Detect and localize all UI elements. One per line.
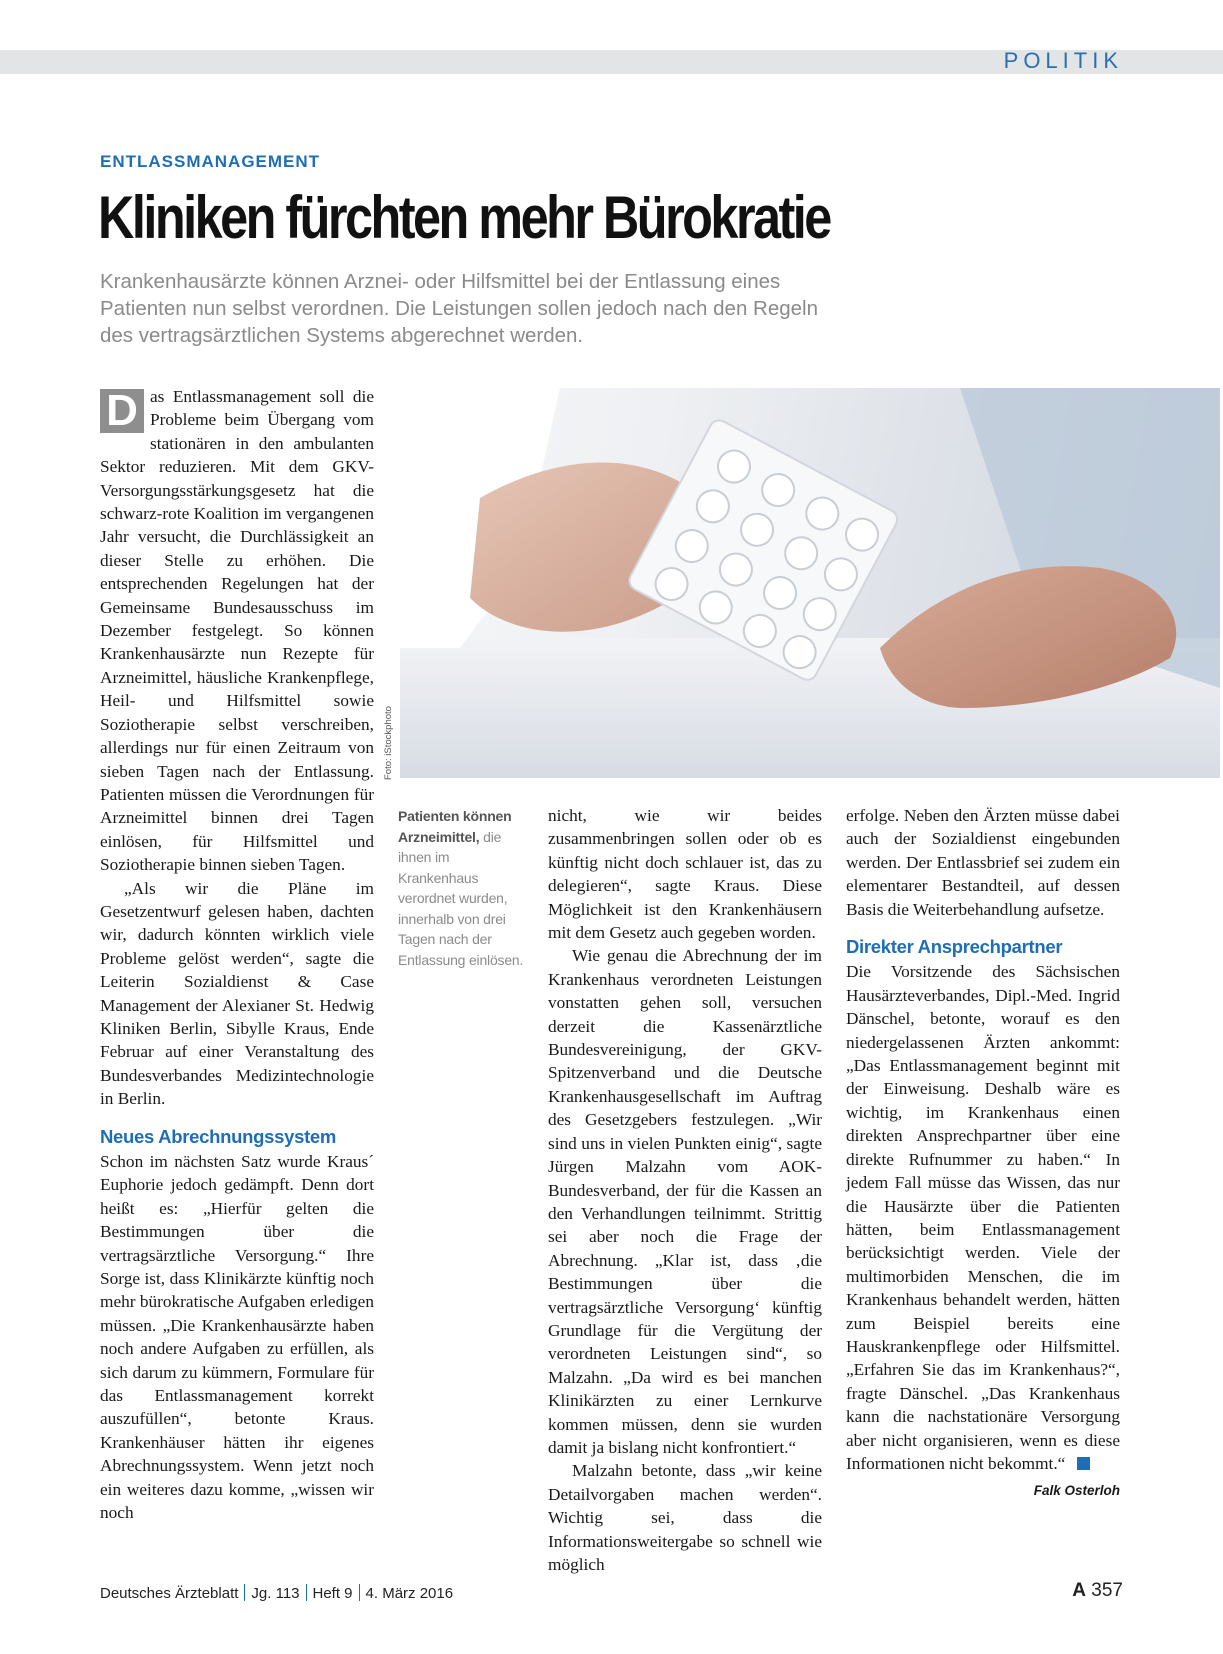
lead-line: Patienten nun selbst verordnen. Die Leistungen sollen jedoch nach den Regeln: [100, 297, 819, 320]
drop-cap: D: [100, 389, 144, 433]
paragraph: Schon im nächsten Satz wurde Kraus´ Euphorie jedoch gedämpft. Denn dort heißt es: „Hierfür gelten die Bestimmungen über die vertragsärztliche Versorgung.“ Ihre Sorge ist, dass Klinikärzte künftig noch mehr bürokratische Aufgaben erledigen müssen. „Die Krankenhausärzte haben noch andere Aufgaben zu erfüllen, als sich darum zu kümmern, Formulare für das Entlassmanagement korrekt auszufüllen“, betonte Kraus. Krankenhäuser hätten ihr eigenes Abrechnungssystem. Wenn jetzt noch ein weiteres dazu komme, „wissen wir noch: [100, 1152, 374, 1523]
issue-date: 4. März 2016: [365, 1585, 454, 1602]
article-photo: [400, 388, 1220, 778]
photo-illustration: [400, 388, 1220, 778]
volume: Jg. 113: [251, 1585, 300, 1602]
author: Falk Osterloh: [1033, 1483, 1120, 1499]
divider: [306, 1584, 307, 1601]
paragraph: Wie genau die Abrechnung der im Krankenhaus verordneten Leistungen vonstatten gehen soll, versuchen derzeit die Kassenärztliche Bundesvereinigung, der GKV-Spitzenverband und die Deutsche Krankenhausgesellschaft im Auftrag des Gesetzgebers festzulegen. „Wir sind uns in vielen Punkten einig“, sagte Jürgen Malzahn vom AOK-Bundesverband, der für die Kassen an den Verhandlungen teilnimmt. Strittig sei aber noch die Frage der Abrechnung. „Klar ist, dass ‚die Bestimmungen über die vertragsärztliche Versorgung‘ künftig Grundlage für die Vergütung der verordneten Leistungen sind“, so Malzahn. „Da wird es bei manchen Klinikärzten zu einer Lernkurve kommen müssen, denn sie wurden damit ja bislang nicht konfrontiert.“: [548, 946, 822, 1457]
paragraph: Malzahn betonte, dass „wir keine Detailvorgaben machen werden“. Wichtig sei, dass die Informationsweitergabe so schnell wie möglich: [548, 1461, 822, 1574]
page-number-value: 357: [1091, 1580, 1123, 1601]
article-column-2: [548, 804, 822, 1576]
paragraph: as Entlassmanagement soll die Probleme beim Übergang vom stationären in den ambulanten Sektor reduzieren. Mit dem GKV-Versorgungsstärkungsgesetz hat die schwarz-rote Koalition im vergangenen Jahr versucht, die Durchlässigkeit an dieser Stelle zu erhöhen. Die entsprechenden Regelungen hat der Gemeinsame Bundesausschuss im Dezember festgelegt. So können Krankenhausärzte nun Rezepte für Arzneimittel, häusliche Krankenpflege, Heil- und Hilfsmittel sowie Soziotherapie selbst verschreiben, allerdings nur für einen Zeitraum von sieben Tagen nach der Entlassung. Patienten müssen die Verordnungen für Arzneimittel binnen drei Tagen einlösen, für Hilfsmittel und Soziotherapie binnen sieben Tagen.: [100, 387, 374, 875]
paragraph: [846, 960, 1120, 1475]
article-column-3: [846, 804, 1120, 1503]
journal-name: Deutsches Ärzteblatt: [100, 1585, 239, 1602]
subheading: Direkter Ansprechpartner: [846, 936, 1063, 958]
article-lead: [100, 268, 940, 349]
lead-line: des vertragsärztlichen Systems abgerechnet werden.: [100, 324, 584, 347]
paragraph: „Als wir die Pläne im Gesetzentwurf gelesen haben, dachten wir, dadurch könnten wirklich viele Probleme gelöst werden“, sagte die Leiterin Sozialdienst & Case Management der Alexianer St. Hedwig Kliniken Berlin, Sibylle Kraus, Ende Februar auf einer Veranstaltung des Bundesverbandes Medizintechnologie in Berlin.: [100, 878, 374, 1109]
caption-lead: Patienten können Arzneimittel,: [398, 808, 512, 845]
photo-credit: Foto: iStockphoto: [383, 706, 394, 780]
page-prefix: A: [1072, 1580, 1087, 1601]
article-kicker: ENTLASSMANAGEMENT: [100, 152, 321, 171]
divider: [359, 1584, 360, 1601]
photo-caption: [398, 806, 533, 970]
paragraph: nicht, wie wir beides zusammenbringen sollen oder ob es künftig nicht doch schlauer ist, das zu delegieren“, sagte Kraus. Diese Möglichkeit ist den Krankenhäusern mit dem Gesetz auch gegeben worden.: [548, 806, 822, 943]
end-mark-icon: [1077, 1457, 1090, 1470]
paragraph: erfolge. Neben den Ärzten müsse dabei auch der Sozialdienst eingebunden werden. Der Entlassbrief sei zudem ein elementarer Bestandteil, auf dessen Basis die Weiterbehandlung aufsetze.: [846, 806, 1120, 919]
article-title: Kliniken fürchten mehr Bürokratie: [98, 184, 830, 251]
issue: Heft 9: [312, 1585, 353, 1602]
lead-line: Krankenhausärzte können Arznei- oder Hilfsmittel bei der Entlassung eines: [100, 270, 781, 293]
article-column-1: [100, 385, 374, 1525]
divider: [244, 1584, 245, 1601]
section-label: POLITIK: [1003, 48, 1123, 73]
footer-citation: [100, 1584, 453, 1602]
paragraph-text: Die Vorsitzende des Sächsischen Hausärzteverbandes, Dipl.-Med. Ingrid Dänschel, betonte, worauf es den niedergelassenen Ärzten ankommt: „Das Entlassmanagement beginnt mit der Einweisung. Deshalb wäre es wichtig, im Krankenhaus einen direkten Ansprechpartner über eine direkte Rufnummer zu haben.“ In jedem Fall müsse das Wissen, das nur die Hausärzte über die Patienten hätten, beim Entlassmanagement berücksichtigt werden. Viele der multimorbiden Menschen, die im Krankenhaus behandelt werden, hätten zum Beispiel bereits eine Hauskrankenpflege oder Hilfsmittel. „Erfahren Sie das im Krankenhaus?“, fragte Dänschel. „Das Krankenhaus kann die nachstationäre Versorgung aber nicht organisieren, wenn es diese Informationen nicht bekommt.“: [846, 962, 1120, 1473]
caption-text: die ihnen im Krankenhaus verordnet wurden, innerhalb von drei Tagen nach der Entlassung einlösen.: [398, 828, 524, 968]
subheading: Neues Abrechnungssystem: [100, 1125, 337, 1147]
page-number: [1072, 1580, 1123, 1602]
